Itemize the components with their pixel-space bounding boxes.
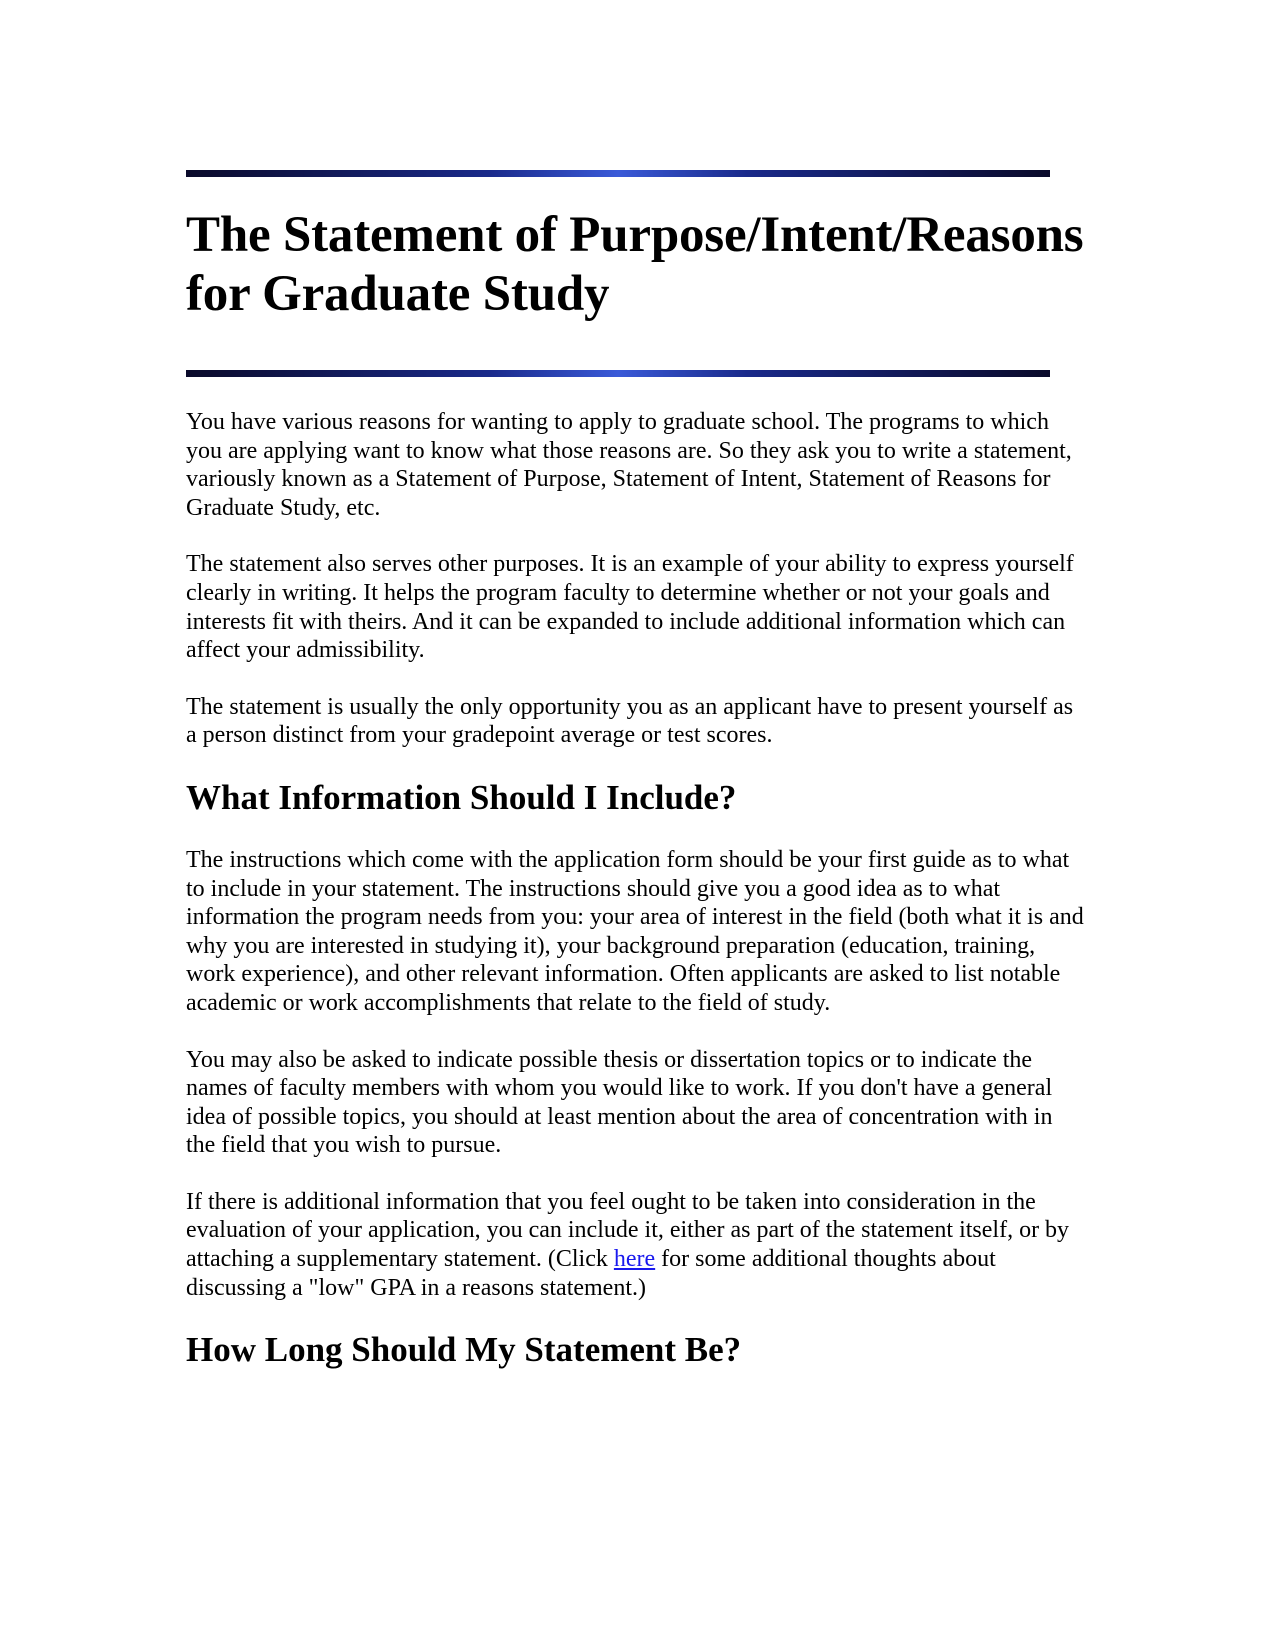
intro-paragraph-2: The statement also serves other purposes. It is an example of your ability to express yourself clearly in writing. It helps the program faculty to determine whether or not your goals and interests fit with theirs. And it can be expanded to include additional information which can affect your admissibility. <box>186 551 1074 664</box>
top-divider-rule <box>186 170 1050 177</box>
supplementary-paragraph <box>186 1188 1086 1302</box>
page-title <box>186 206 1083 324</box>
supplementary-text-before: If there is additional information that you feel ought to be taken into consideration in the evaluation of your application, you can include it, either as part of the statement itself, or by attaching a supplementary statement. (Click <box>186 1188 1070 1273</box>
intro-paragraph-1: You have various reasons for wanting to apply to graduate school. The programs to which you are applying want to know what those reasons are. So they ask you to write a statement, variously known as a Statement of Purpose, Statement of Intent, Statement of Reasons for Graduate Study, etc. <box>186 409 1072 521</box>
include-paragraph-2: You may also be asked to indicate possible thesis or dissertation topics or to indicate the names of faculty members with whom you would like to work. If you don't have a general idea of possible topics, you should at least mention about the area of concentration with in the field that you wish to pursue. <box>186 1046 1053 1159</box>
section-heading-include: What Information Should I Include? <box>186 777 737 817</box>
here-link[interactable]: here <box>613 1246 656 1273</box>
title-line-2: for Graduate Study <box>186 266 610 322</box>
supplementary-text-after: for some additional thoughts about discussing a "low" GPA in a reasons statement.) <box>186 1246 996 1301</box>
document-body <box>186 408 1086 1398</box>
include-paragraph-1: The instructions which come with the application form should be your first guide as to what to include in your statement. The instructions should give you a good idea as to what information the program needs from you: your area of interest in the field (both what it is and why you are interested in studying it), your background preparation (education, training, work experience), and other relevant information. Often applicants are asked to list notable academic or work accomplishments that relate to the field of study. <box>186 846 1084 1016</box>
bottom-divider-rule <box>186 370 1050 377</box>
title-line-1: The Statement of Purpose/Intent/Reasons <box>186 207 1084 263</box>
intro-paragraph-3: The statement is usually the only opportunity you as an applicant have to present yourself as a person distinct from your gradepoint average or test scores. <box>186 693 1074 749</box>
section-heading-length: How Long Should My Statement Be? <box>186 1330 742 1370</box>
